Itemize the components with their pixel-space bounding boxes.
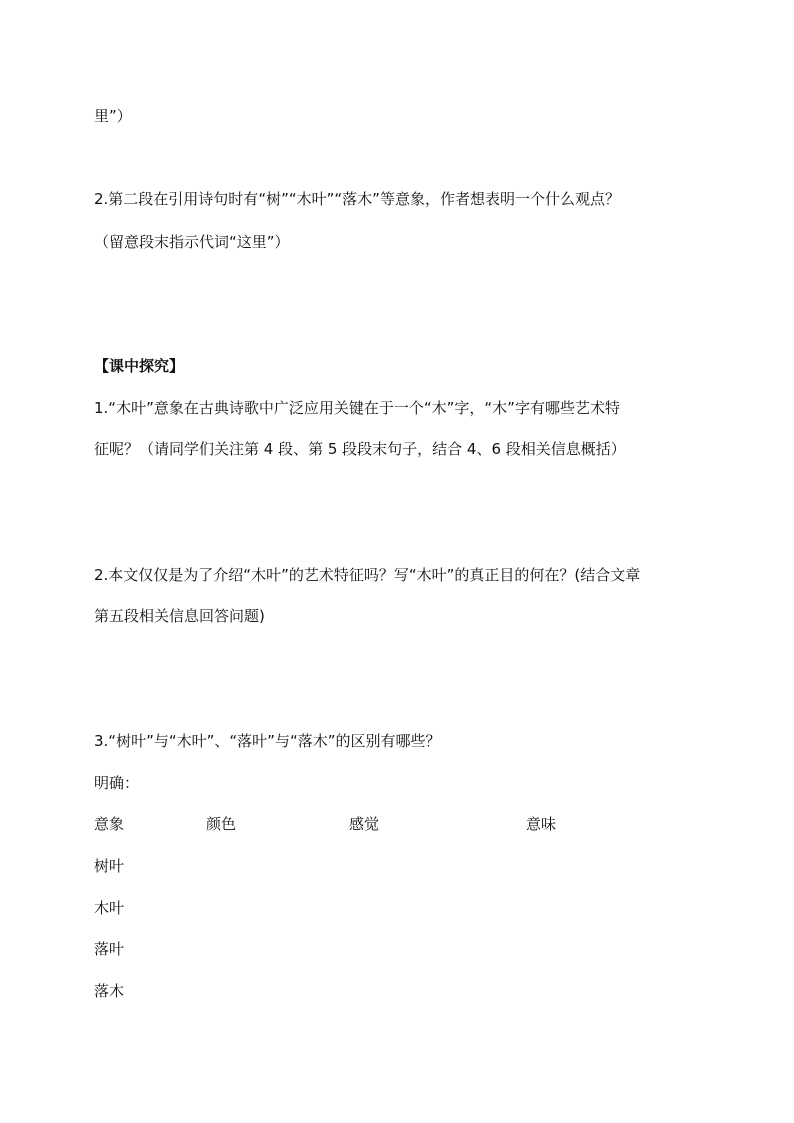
table-row-label: 木叶: [94, 899, 125, 917]
preview-question-2-line-2: （留意段末指示代词“这里”）: [94, 233, 290, 251]
question-2-line-2: 第五段相关信息回答问题): [94, 607, 265, 625]
header-meaning: 意味: [526, 815, 557, 833]
comparison-table-header: [94, 814, 714, 834]
section-heading: 【课中探究】: [94, 357, 185, 375]
clarify-label: 明确：: [94, 774, 140, 792]
table-row-label: 落叶: [94, 940, 125, 958]
question-3-line-1: 3.“树叶”与“木叶”、“落叶”与“落木”的区别有哪些？: [94, 732, 441, 750]
question-2-line-1: 2.本文仅仅是为了介绍“木叶”的艺术特征吗？写“木叶”的真正目的何在？(结合文章: [94, 566, 641, 584]
question-1-line-2: 征呢？（请同学们关注第 4 段、第 5 段段末句子，结合 4、6 段相关信息概括）: [94, 440, 626, 458]
header-feeling: 感觉: [349, 815, 380, 833]
header-color: 颜色: [206, 815, 237, 833]
preview-question-2-line-1: 2.第二段在引用诗句时有“树”“木叶”“落木”等意象，作者想表明一个什么观点？: [94, 190, 620, 208]
table-row-label: 落木: [94, 982, 125, 1000]
header-imagery: 意象: [94, 815, 125, 833]
question-1-line-1: 1.“木叶”意象在古典诗歌中广泛应用关键在于一个“木”字，“木”字有哪些艺术特: [94, 399, 620, 417]
previous-item-continuation: 里”）: [94, 107, 132, 125]
table-row-label: 树叶: [94, 857, 125, 875]
